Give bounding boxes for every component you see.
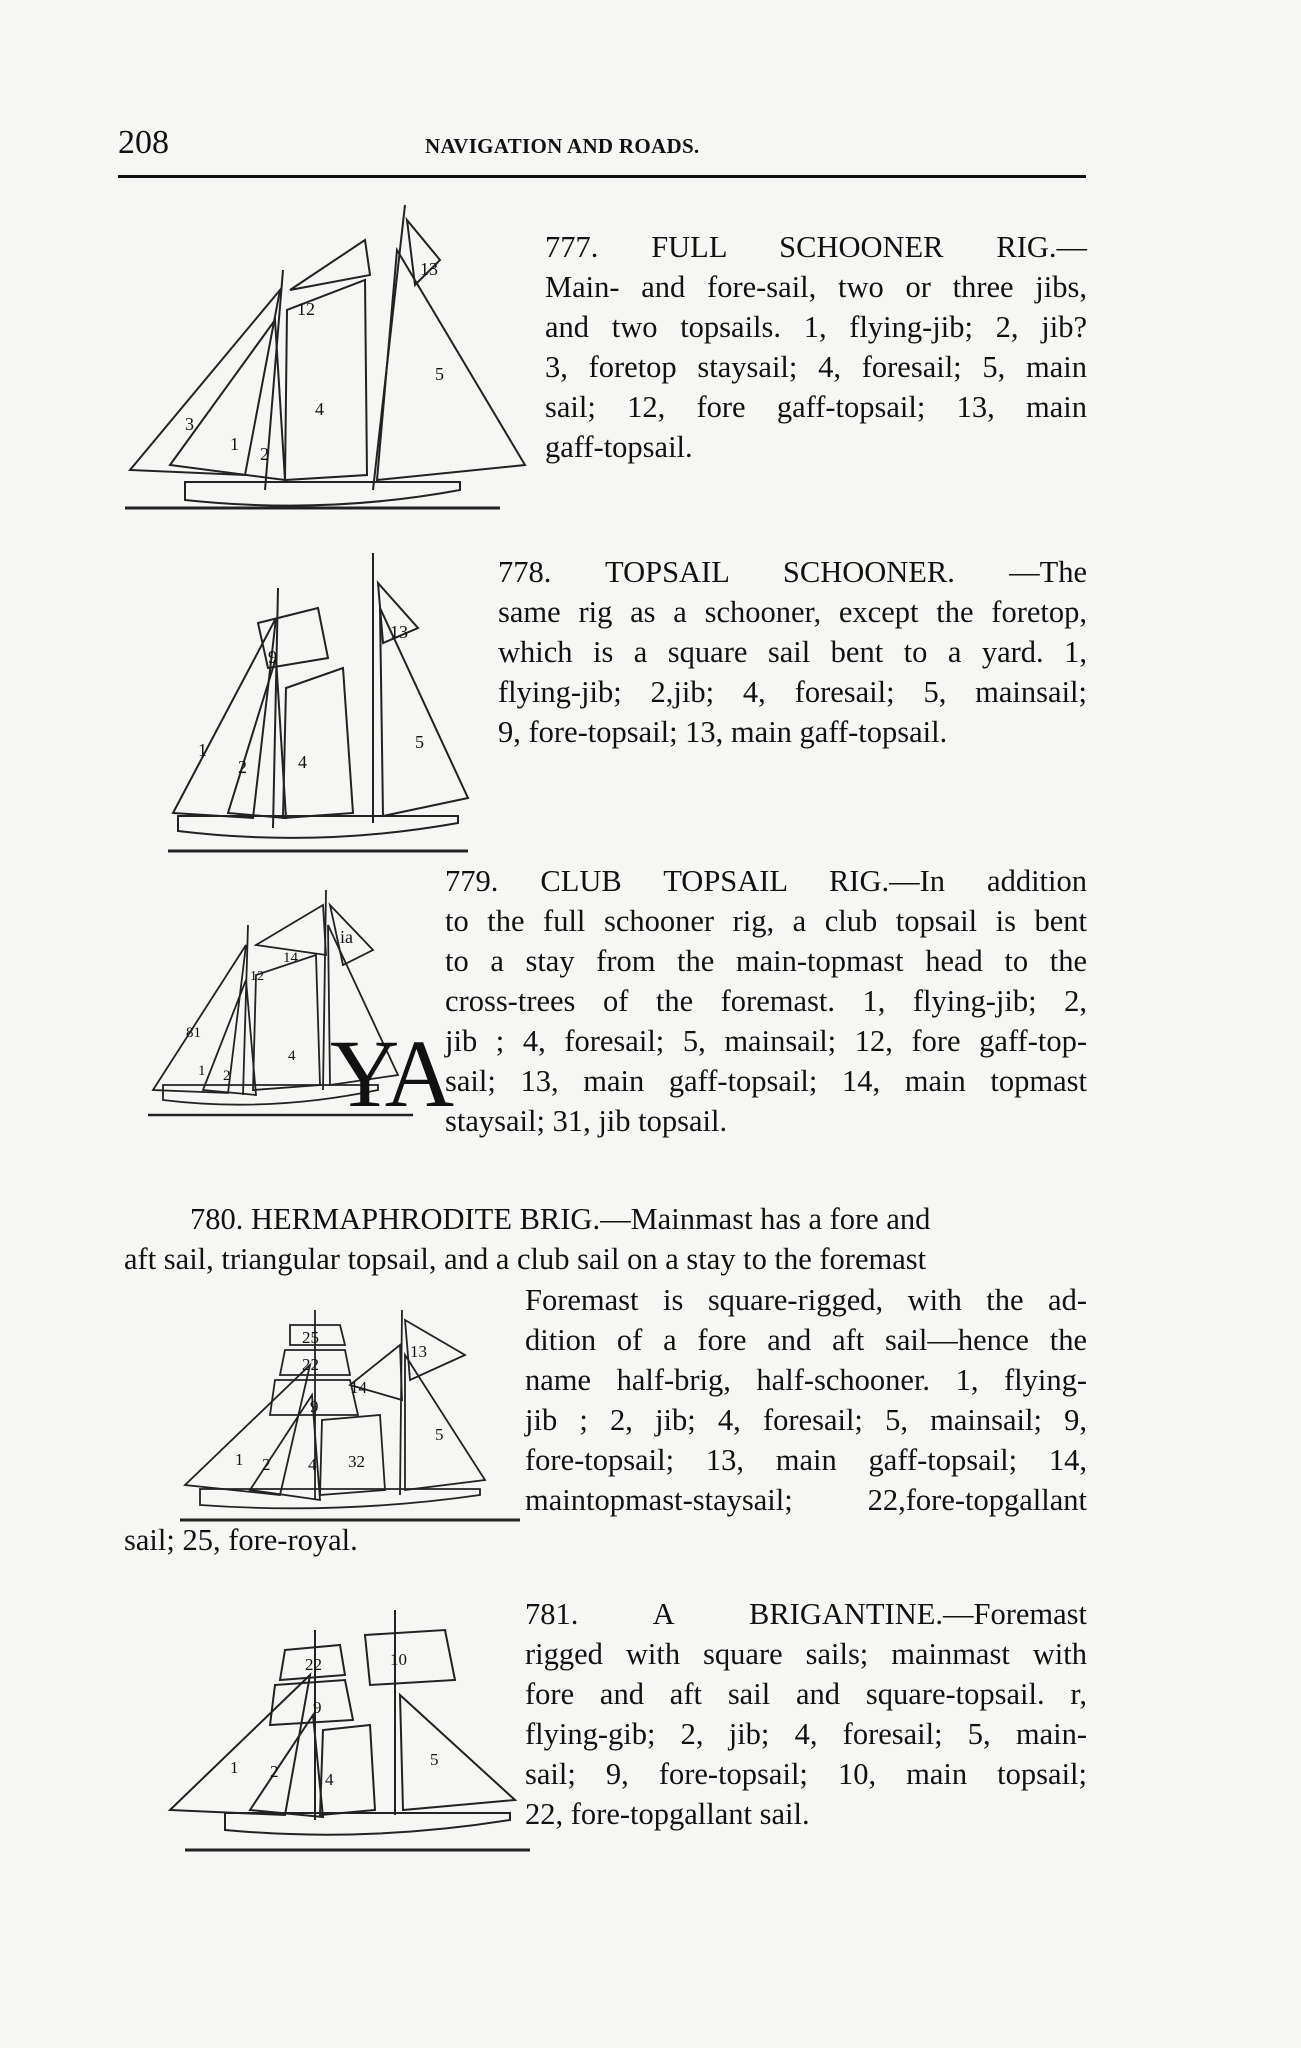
entry-779-text [445, 861, 1087, 1141]
fig-779-label-12: 12 [250, 969, 264, 984]
fig-780-label-13: 13 [410, 1342, 427, 1361]
fig-779-label-81: 81 [186, 1025, 201, 1041]
fig-777-label-5: 5 [435, 364, 444, 384]
entry-779-line: cross-trees of the foremast. 1, flying-jib; 2, [445, 984, 1087, 1018]
entry-780-line: fore-topsail; 13, main gaff-topsail; 14, [525, 1443, 1087, 1477]
fig-781-label-10: 10 [390, 1650, 407, 1669]
fig-780-label-2: 2 [262, 1455, 271, 1474]
brigantine-illustration [165, 1605, 535, 1855]
fig-780-label-4: 4 [308, 1455, 317, 1474]
fig-781-label-5: 5 [430, 1750, 439, 1769]
entry-779-line: jib ; 4, foresail; 5, mainsail; 12, fore gaff-top- [445, 1024, 1087, 1058]
header-rule [118, 175, 1086, 178]
fig-780-label-22: 22 [302, 1355, 319, 1374]
fig-781-label-4: 4 [325, 1770, 334, 1789]
entry-781-line: flying-gib; 2, jib; 4, foresail; 5, main- [525, 1717, 1087, 1751]
entry-780-line: dition of a fore and aft sail—hence the [525, 1323, 1087, 1357]
entry-780-line: name half-brig, half-schooner. 1, flying- [525, 1363, 1087, 1397]
fig-781-label-9: 9 [313, 1698, 322, 1717]
fig-779-label-2: 2 [223, 1068, 231, 1084]
fig-779-label-4: 4 [288, 1048, 296, 1064]
page-number: 208 [118, 124, 169, 161]
fig-779-label-ia: ia [340, 927, 353, 947]
entry-780-line: aft sail, triangular topsail, and a club sail on a stay to the foremast [124, 1242, 927, 1276]
fig-779-label-14: 14 [283, 950, 298, 966]
entry-777-text [545, 227, 1087, 467]
entry-777-line: 777. FULL SCHOONER RIG.— [545, 230, 1087, 264]
entry-780-heading-cont [124, 1239, 1024, 1279]
entry-781-line: sail; 9, fore-topsail; 10, main topsail; [525, 1757, 1087, 1791]
entry-779-line: sail; 13, main gaff-topsail; 14, main topmast [445, 1064, 1087, 1098]
fig-779-label-1: 1 [198, 1063, 206, 1079]
entry-778-text [498, 552, 1087, 752]
fig-778-label-1: 1 [198, 740, 207, 760]
entry-780-line: maintopmast-staysail; 22,fore-topgallant [525, 1483, 1087, 1517]
fig-780-label-32: 32 [348, 1452, 365, 1471]
entry-781-text [525, 1594, 1087, 1834]
entry-777-line: gaff-topsail. [545, 430, 693, 464]
fig-777-label-4: 4 [315, 399, 324, 419]
fig-781-label-2: 2 [270, 1762, 279, 1781]
full-schooner-rig-illustration [125, 200, 535, 520]
fig-781-label-22: 22 [305, 1655, 322, 1674]
entry-777-line: and two topsails. 1, flying-jib; 2, jib? [545, 310, 1087, 344]
entry-778-line: which is a square sail bent to a yard. 1, [498, 635, 1087, 669]
entry-779-line: 779. CLUB TOPSAIL RIG.—In addition [445, 864, 1087, 898]
hermaphrodite-brig-illustration [180, 1305, 530, 1525]
fig-780-label-14: 14 [350, 1378, 367, 1397]
entry-780-text [525, 1280, 1087, 1520]
overlay-letters: YA [330, 1020, 451, 1127]
entry-781-line: fore and aft sail and square-topsail. r, [525, 1677, 1087, 1711]
entry-780-line: jib ; 2, jib; 4, foresail; 5, mainsail; 9, [525, 1403, 1087, 1437]
fig-778-label-2: 2 [238, 757, 247, 777]
fig-778-label-13: 13 [390, 622, 408, 642]
entry-778-line: 778. TOPSAIL SCHOONER. —The [498, 555, 1087, 589]
entry-779-line: to the full schooner rig, a club topsail is bent [445, 904, 1087, 938]
fig-777-label-13: 13 [420, 259, 438, 279]
fig-777-label-1: 1 [230, 434, 239, 454]
fig-777-label-12: 12 [297, 299, 315, 319]
entry-781-line: 22, fore-topgallant sail. [525, 1797, 810, 1831]
entry-777-line: 3, foretop staysail; 4, foresail; 5, main [545, 350, 1087, 384]
entry-778-line: same rig as a schooner, except the foretop, [498, 595, 1087, 629]
fig-780-label-5: 5 [435, 1425, 444, 1444]
entry-779-line: staysail; 31, jib topsail. [445, 1104, 728, 1138]
entry-780-line: 780. HERMAPHRODITE BRIG.—Mainmast has a fore and [190, 1202, 931, 1236]
fig-778-label-4: 4 [298, 752, 307, 772]
entry-781-line: rigged with square sails; mainmast with [525, 1637, 1087, 1671]
fig-780-label-9: 9 [310, 1397, 319, 1416]
fig-778-label-9: 9 [268, 647, 277, 667]
topsail-schooner-illustration [168, 548, 498, 858]
fig-781-label-1: 1 [230, 1758, 239, 1777]
fig-780-label-1: 1 [235, 1450, 244, 1469]
entry-780-text-end [124, 1520, 624, 1560]
fig-777-label-2: 2 [260, 444, 269, 464]
fig-777-label-3: 3 [185, 414, 194, 434]
entry-779-line: to a stay from the main-topmast head to the [445, 944, 1087, 978]
entry-778-line: flying-jib; 2,jib; 4, foresail; 5, mainsail; [498, 675, 1087, 709]
entry-780-heading [190, 1199, 1020, 1239]
entry-777-line: Main- and fore-sail, two or three jibs, [545, 270, 1087, 304]
entry-780-line: sail; 25, fore-royal. [124, 1523, 358, 1557]
entry-777-line: sail; 12, fore gaff-topsail; 13, main [545, 390, 1087, 424]
entry-781-line: 781. A BRIGANTINE.—Foremast [525, 1597, 1087, 1631]
running-head: NAVIGATION AND ROADS. [425, 134, 700, 158]
entry-778-line: 9, fore-topsail; 13, main gaff-topsail. [498, 715, 948, 749]
entry-780-line: Foremast is square-rigged, with the ad- [525, 1283, 1087, 1317]
fig-780-label-25: 25 [302, 1328, 319, 1347]
fig-778-label-5: 5 [415, 732, 424, 752]
